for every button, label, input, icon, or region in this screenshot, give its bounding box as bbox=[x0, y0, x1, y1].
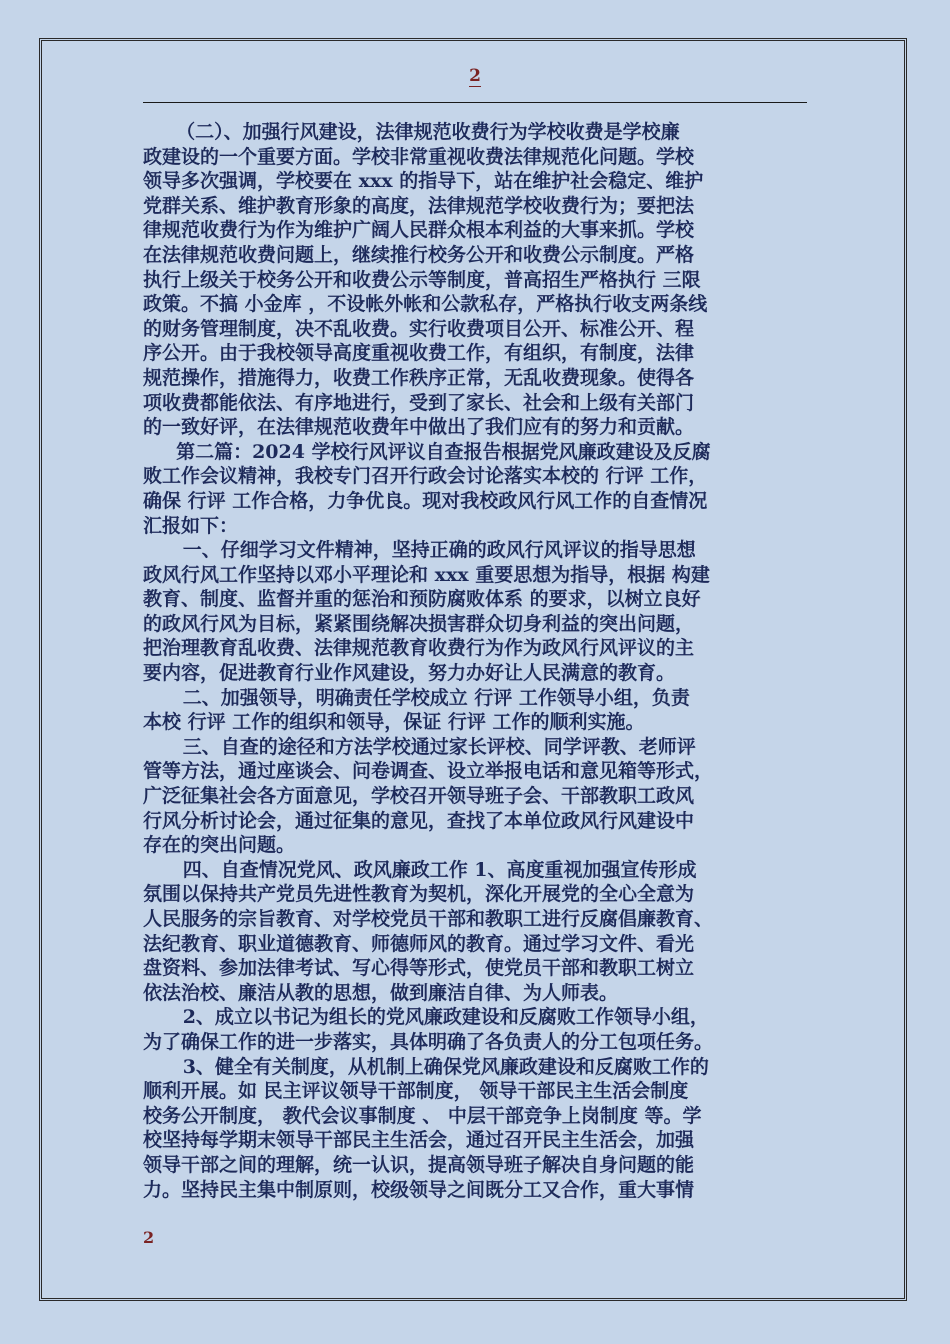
body-line: 法纪教育、职业道德教育、师德师风的教育。通过学习文件、看光 bbox=[143, 932, 695, 955]
body-line: 败工作会议精神，我校专门召开行政会讨论落实本校的 行评 工作， bbox=[143, 465, 708, 488]
body-line: 顺利开展。如 民主评议领导干部制度， 领导干部民主生活会制度 bbox=[143, 1080, 689, 1103]
header-divider bbox=[143, 102, 807, 103]
body-line: 校坚持每学期末领导干部民主生活会，通过召开民主生活会，加强 bbox=[143, 1129, 695, 1152]
body-line: 项收费都能依法、有序地进行，受到了家长、社会和上级有关部门 bbox=[143, 391, 695, 414]
document-body bbox=[143, 120, 811, 1202]
body-line: 规范操作，措施得力，收费工作秩序正常，无乱收费现象。使得各 bbox=[143, 366, 695, 389]
body-line: 依法治校、廉洁从教的思想，做到廉洁自律、为人师表。 bbox=[143, 981, 619, 1004]
body-line: 2、成立以书记为组长的党风廉政建设和反腐败工作领导小组， bbox=[143, 1006, 709, 1029]
body-line: 确保 行评 工作合格，力争优良。现对我校政风行风工作的自查情况 bbox=[143, 489, 708, 512]
body-line: 政风行风工作坚持以邓小平理论和 xxx 重要思想为指导，根据 构建 bbox=[143, 563, 710, 586]
body-line: 3、健全有关制度，从机制上确保党风廉政建设和反腐败工作的 bbox=[143, 1055, 709, 1078]
body-line: 存在的突出问题。 bbox=[143, 834, 296, 857]
body-line: 第二篇：2024 学校行风评议自查报告根据党风廉政建设及反腐 bbox=[143, 440, 711, 463]
body-line: 管等方法，通过座谈会、问卷调查、设立举报电话和意见箱等形式， bbox=[143, 760, 714, 783]
body-line: 广泛征集社会各方面意见，学校召开领导班子会、干部教职工政风 bbox=[143, 785, 695, 808]
body-line: 氛围以保持共产党员先进性教育为契机，深化开展党的全心全意为 bbox=[143, 883, 695, 906]
body-line: （二）、加强行风建设，法律规范收费行为学校收费是学校廉 bbox=[143, 121, 680, 143]
body-line: 执行上级关于校务公开和收费公示等制度，普高招生严格执行 三限 bbox=[143, 268, 701, 291]
body-line: 一、仔细学习文件精神，坚持正确的政风行风评议的指导思想 bbox=[143, 539, 696, 562]
body-line: 二、加强领导，明确责任学校成立 行评 工作领导小组，负责 bbox=[143, 686, 690, 709]
body-line: 序公开。由于我校领导高度重视收费工作，有组织，有制度，法律 bbox=[143, 342, 695, 365]
body-line: 为了确保工作的进一步落实，具体明确了各负责人的分工包项任务。 bbox=[143, 1030, 714, 1053]
body-line: 政策。不搞 小金库 ，不设帐外帐和公款私存，严格执行收支两条线 bbox=[143, 293, 708, 316]
body-line: 力。坚持民主集中制原则，校级领导之间既分工又合作，重大事情 bbox=[143, 1178, 695, 1201]
body-line: 盘资料、参加法律考试、写心得等形式，使党员干部和教职工树立 bbox=[143, 957, 695, 980]
header-page-number bbox=[0, 66, 950, 86]
body-line: 领导多次强调，学校要在 xxx 的指导下，站在维护社会稳定、维护 bbox=[143, 170, 704, 193]
body-line: 的一致好评，在法律规范收费年中做出了我们应有的努力和贡献。 bbox=[143, 416, 695, 439]
body-line: 在法律规范收费问题上，继续推行校务公开和收费公示制度。严格 bbox=[143, 243, 695, 266]
body-line: 要内容，促进教育行业作风建设，努力办好让人民满意的教育。 bbox=[143, 662, 676, 685]
body-line: 律规范收费行为作为维护广阔人民群众根本利益的大事来抓。学校 bbox=[143, 219, 695, 242]
body-line: 四、自查情况党风、政风廉政工作 1、高度重视加强宣传形成 bbox=[143, 858, 697, 881]
body-line: 党群关系、维护教育形象的高度，法律规范学校收费行为；要把法 bbox=[143, 194, 695, 217]
body-line: 教育、制度、监督并重的惩治和预防腐败体系 的要求，以树立良好 bbox=[143, 588, 701, 611]
header-page-number-text: 2 bbox=[469, 66, 481, 86]
body-line: 的政风行风为目标，紧紧围绕解决损害群众切身利益的突出问题， bbox=[143, 612, 695, 635]
body-line: 本校 行评 工作的组织和领导，保证 行评 工作的顺利实施。 bbox=[143, 711, 645, 734]
body-line: 三、自查的途径和方法学校通过家长评校、同学评教、老师评 bbox=[143, 735, 696, 758]
body-line: 政建设的一个重要方面。学校非常重视收费法律规范化问题。学校 bbox=[143, 145, 695, 168]
body-line: 人民服务的宗旨教育、对学校党员干部和教职工进行反腐倡廉教育、 bbox=[143, 908, 714, 930]
footer-page-number: 2 bbox=[143, 1228, 155, 1247]
body-line: 把治理教育乱收费、法律规范教育收费行为作为政风行风评议的主 bbox=[143, 637, 695, 660]
body-line: 的财务管理制度，决不乱收费。实行收费项目公开、标准公开、程 bbox=[143, 317, 695, 340]
body-line: 领导干部之间的理解，统一认识，提高领导班子解决自身问题的能 bbox=[143, 1153, 695, 1176]
body-line: 行风分析讨论会，通过征集的意见，查找了本单位政风行风建设中 bbox=[143, 809, 695, 832]
body-line: 校务公开制度， 教代会议事制度 、 中层干部竞争上岗制度 等。学 bbox=[143, 1104, 702, 1127]
body-line: 汇报如下： bbox=[143, 514, 239, 537]
